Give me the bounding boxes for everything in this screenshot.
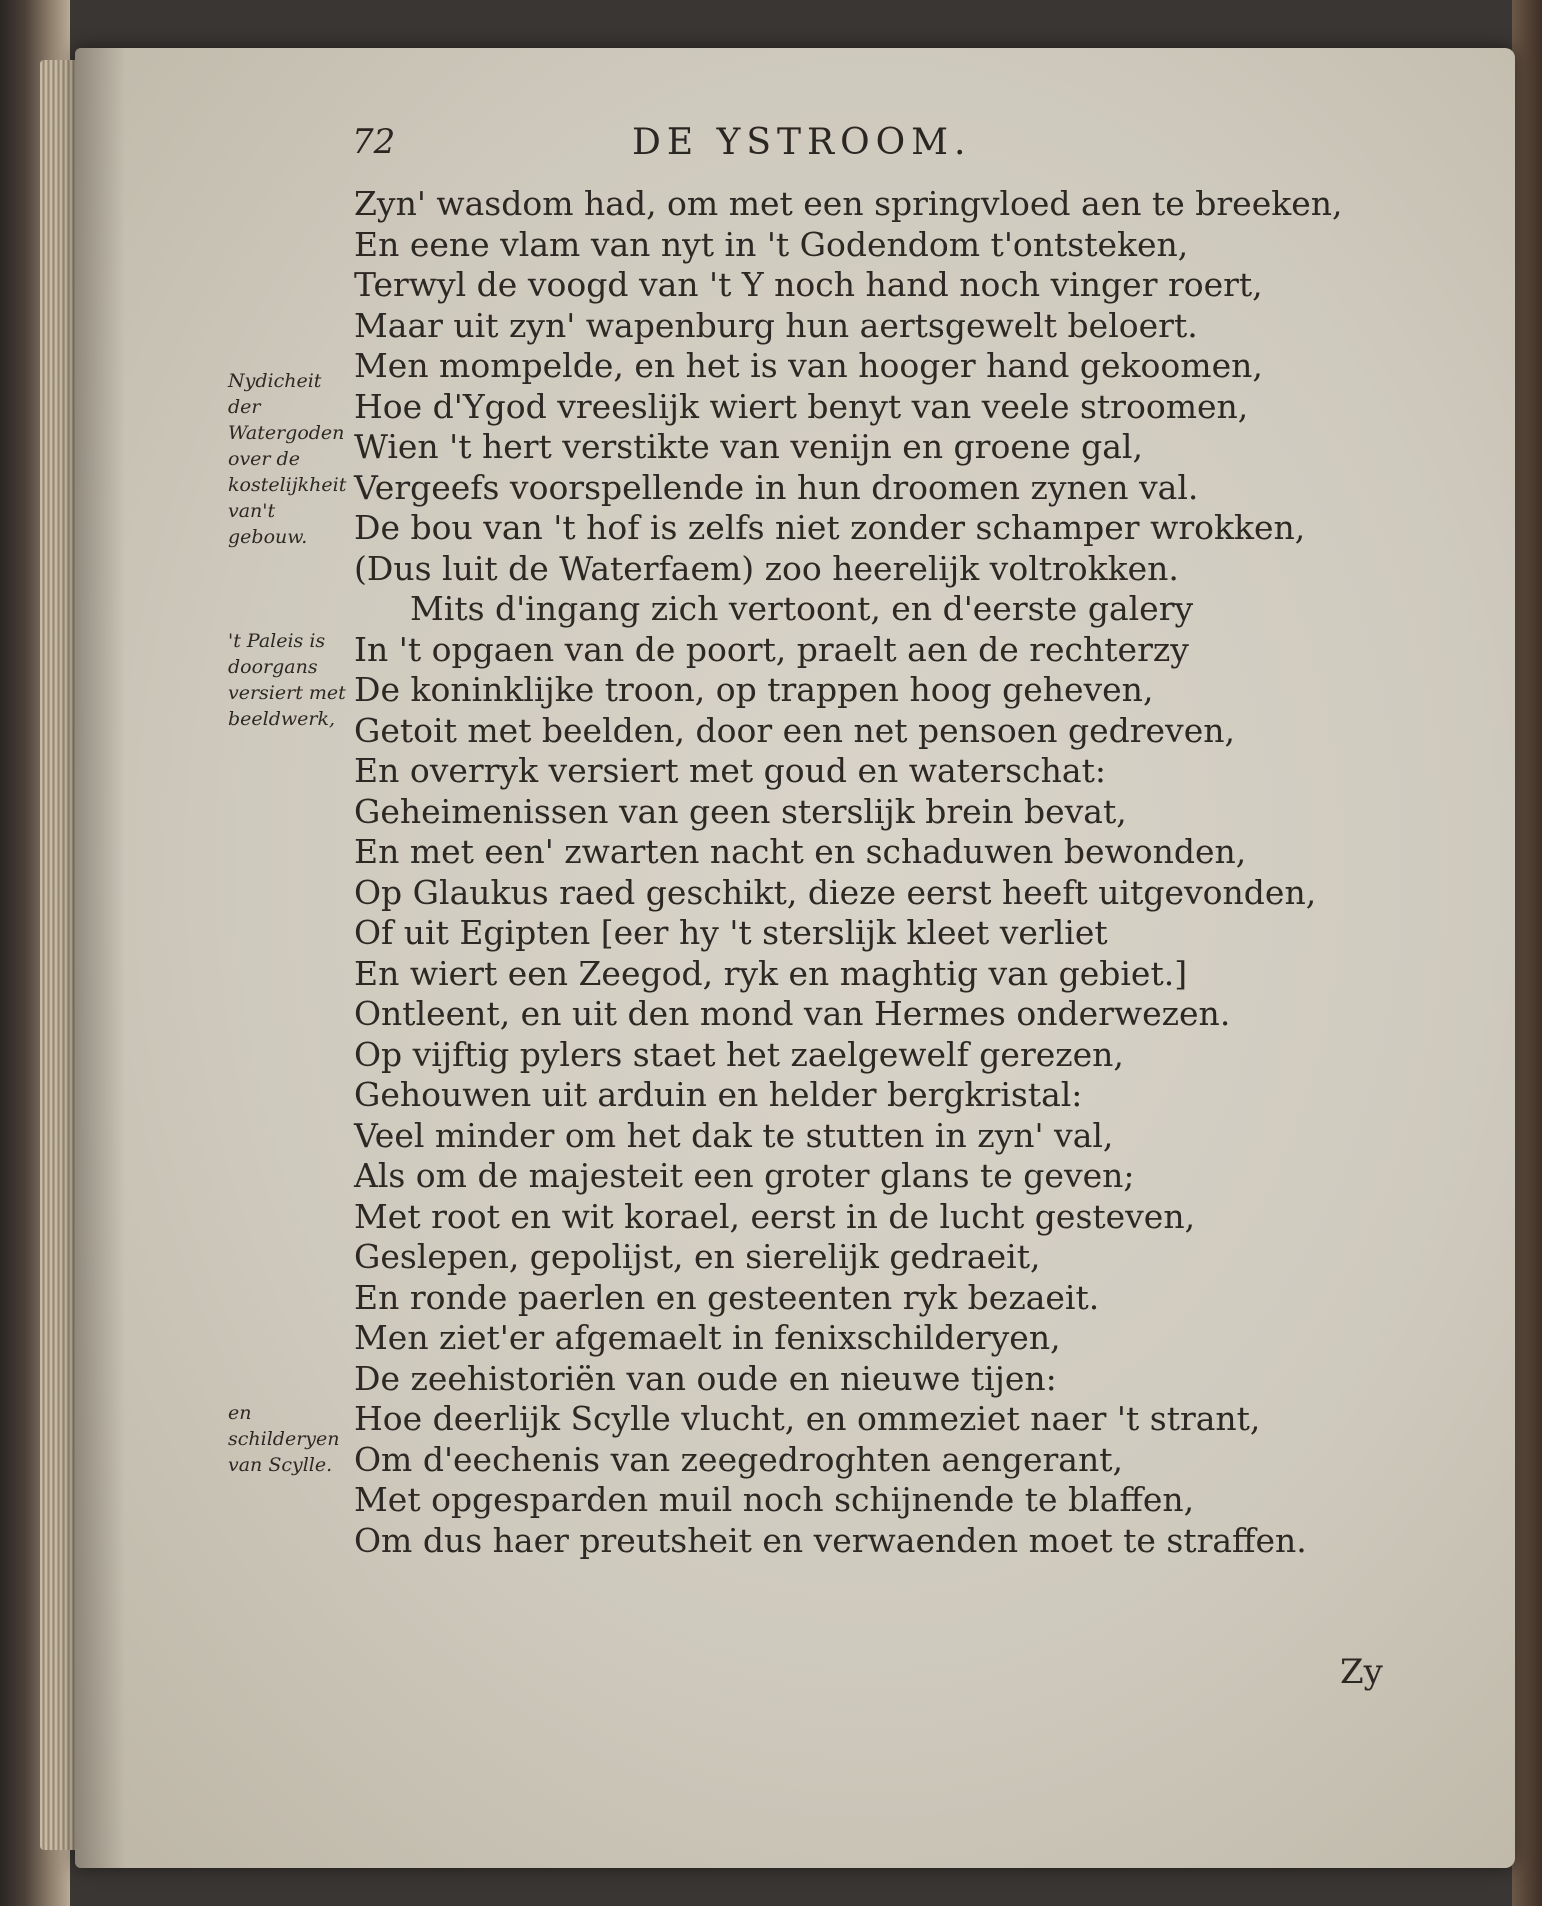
verse-line: Wien 't hert verstikte van venijn en groene gal, [354,427,1143,466]
verse-line: En ronde paerlen en gesteenten ryk bezaeit. [354,1277,1100,1317]
verse-line: Gehouwen uit arduin en helder bergkristal: [354,1075,1083,1114]
verse-line: Als om de majesteit een groter glans te geven; [354,1156,1135,1195]
verse-line: Ontleent, en uit den mond van Hermes onderwezen. [354,994,1231,1033]
verse-line: Geheimenissen van geen sterslijk brein bevat, [354,791,1127,831]
verse-line: En overryk versiert met goud en waterschat: [354,751,1106,790]
verse-line: En wiert een Zeegod, ryk en maghtig van gebiet.] [354,953,1188,993]
book-binding-right [1512,0,1542,1906]
verse-line: Terwyl de voogd van 't Y noch hand noch vinger roert, [354,265,1263,304]
verse-line: Getoit met beelden, door een net pensoen gedreven, [354,710,1235,750]
verse-line: Met root en wit korael, eerst in de lucht gesteven, [354,1196,1196,1236]
gutter-shadow [75,48,125,1868]
verse-line: En eene vlam van nyt in 't Godendom t'ontsteken, [354,224,1189,264]
verse-block [354,184,1414,1561]
verse-line: Hoe deerlijk Scylle vlucht, en ommeziet naer 't strant, [354,1399,1261,1438]
page-edges [40,60,80,1850]
verse-line: Mits d'ingang zich vertoont, en d'eerste galery [410,589,1194,628]
verse-line: De zeehistoriën van oude en nieuwe tijen: [354,1358,1057,1398]
verse-line: Geslepen, gepolijst, en sierelijk gedraeit, [354,1237,1041,1276]
catchword: Zy [1340,1652,1383,1692]
verse-line: Men ziet'er afgemaelt in fenixschilderyen, [354,1318,1061,1357]
verse-line: En met een' zwarten nacht en schaduwen bewonden, [354,832,1247,871]
verse-line: Men mompelde, en het is van hooger hand gekoomen, [354,346,1263,385]
page-header [352,122,1382,172]
margin-note-2: 't Paleis is doorgans versiert met beeldwerk, [228,630,346,730]
verse-line: Veel minder om het dak te stutten in zyn' val, [354,1115,1114,1155]
verse-line: Maar uit zyn' wapenburg hun aertsgewelt beloert. [354,305,1198,345]
verse-line: De bou van 't hof is zelfs niet zonder schamper wrokken, [354,508,1306,547]
page-number: 72 [352,122,396,162]
verse-line: Of uit Egipten [eer hy 't sterslijk kleet verliet [354,913,1108,952]
verse-line: Op Glaukus raed geschikt, dieze eerst heeft uitgevonden, [354,872,1317,912]
running-title: DE YSTROOM. [632,122,972,163]
verse-line: Om d'eechenis van zeegedroghten aengerant, [354,1439,1123,1479]
verse-line: Zyn' wasdom had, om met een springvloed aen te breeken, [354,184,1343,223]
verse-line: De koninklijke troon, op trappen hoog geheven, [354,670,1154,709]
verse-line: Op vijftig pylers staet het zaelgewelf gerezen, [354,1034,1124,1074]
margin-note-3: en schilderyen van Scylle. [228,1402,340,1476]
verse-line: In 't opgaen van de poort, praelt aen de rechterzy [354,629,1189,669]
verse-line: Met opgesparden muil noch schijnende te blaffen, [354,1480,1195,1519]
verse-line: Hoe d'Ygod vreeslijk wiert benyt van veele stroomen, [354,386,1249,426]
verse-line: (Dus luit de Waterfaem) zoo heerelijk voltrokken. [354,548,1179,588]
verse-line: Vergeefs voorspellende in hun droomen zynen val. [354,467,1199,507]
margin-note-1: Nydicheit der Watergoden over de kostelijkheit van't gebouw. [228,370,347,548]
verse-line: Om dus haer preutsheit en verwaenden moet te straffen. [354,1520,1307,1560]
